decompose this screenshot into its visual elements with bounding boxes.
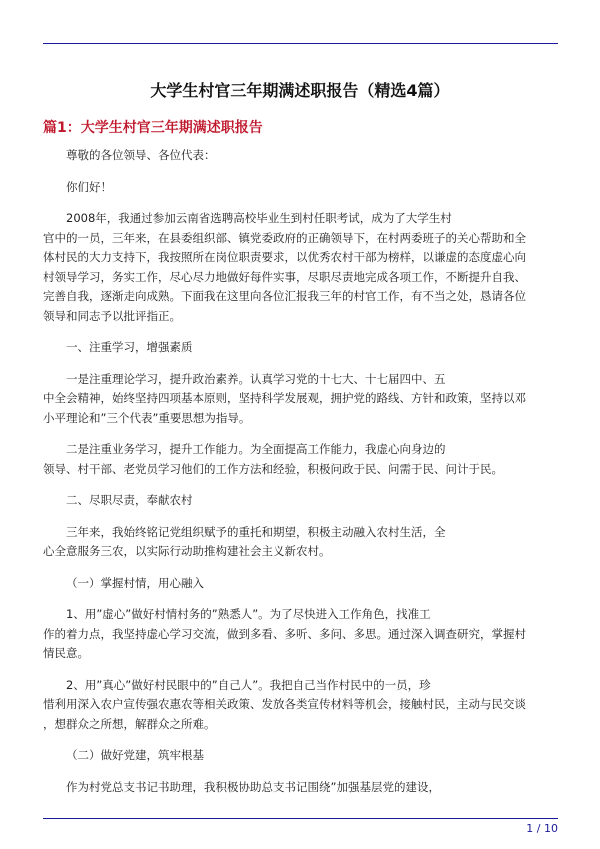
text-line: 惜利用深入农户宣传强农惠农等相关政策、发放各类宣传材料等机会，接触村民，主动与民交谈 xyxy=(43,697,526,711)
text-line: ，想群众之所想，解群众之所难。 xyxy=(43,716,216,731)
text-line: 三年来，我始终铭记党组织赋予的重托和期望，积极主动融入农村生活，全 xyxy=(66,524,446,539)
paragraph xyxy=(43,574,561,594)
text-line: 尊敬的各位领导、各位代表： xyxy=(66,148,216,162)
paragraph xyxy=(43,605,561,664)
paragraph xyxy=(43,338,561,358)
text-line: （一）掌握村情，用心融入 xyxy=(66,575,204,590)
text-line: 一、注重学习，增强素质 xyxy=(66,340,193,354)
paragraph xyxy=(43,676,561,735)
text-line: 你们好！ xyxy=(66,179,112,194)
paragraph xyxy=(43,523,561,562)
document-title: 大学生村官三年期满述职报告（精选4篇） xyxy=(150,81,450,100)
text-line: 作的着力点，我坚持虚心学习交流，做到多看、多听、多问、多思。通过深入调查研究，掌握村 xyxy=(43,626,526,641)
paragraph xyxy=(43,440,561,479)
text-line: 心全意服务三农，以实际行动助推构建社会主义新农村。 xyxy=(43,544,331,558)
text-line: 情民意。 xyxy=(43,646,89,660)
paragraph xyxy=(43,146,561,166)
text-line: 完善自我，逐渐走向成熟。下面我在这里向各位汇报我三年的村官工作，有不当之处，恳请各位 xyxy=(43,289,526,303)
text-line: 二、尽职尽责，奉献农村 xyxy=(66,493,193,507)
text-line: 领导和同志予以批评指正。 xyxy=(43,308,181,323)
paragraph xyxy=(43,778,561,798)
text-line: 二是注重业务学习，提升工作能力。为全面提高工作能力，我虚心向身边的 xyxy=(66,442,446,456)
section-title: 篇1：大学生村官三年期满述职报告 xyxy=(43,120,263,136)
text-line: 2008年，我通过参加云南省选聘高校毕业生到村任职考试，成为了大学生村 xyxy=(66,211,452,225)
paragraph xyxy=(43,491,561,511)
text-line: 体村民的大力支持下，我按照所在岗位职责要求，以优秀农村干部为榜样，以谦虚的态度虚心向 xyxy=(43,250,526,264)
paragraph xyxy=(43,746,561,766)
document-body xyxy=(43,146,561,809)
text-line: 中全会精神，始终坚持四项基本原则，坚持科学发展观，拥护党的路线、方针和政策，坚持以邓 xyxy=(43,391,526,405)
paragraph xyxy=(43,209,561,326)
text-line: 官中的一员，三年来，在县委组织部、镇党委政府的正确领导下，在村两委班子的关心帮助和全 xyxy=(43,230,526,245)
text-line: 小平理论和”三个代表”重要思想为指导。 xyxy=(43,410,251,425)
footer-rule xyxy=(43,818,558,819)
text-line: 村领导学习，务实工作，尽心尽力地做好每件实事，尽职尽责地完成各项工作，不断提升自我、 xyxy=(43,269,526,284)
page-indicator: 1 / 10 xyxy=(526,822,558,835)
paragraph xyxy=(43,370,561,429)
text-line: 一是注重理论学习，提升政治素养。认真学习党的十七大、十七届四中、五 xyxy=(66,371,446,386)
text-line: 领导、村干部、老党员学习他们的工作方法和经验，积极问政于民、问需于民、问计于民。 xyxy=(43,461,503,476)
text-line: （二）做好党建，筑牢根基 xyxy=(66,748,204,762)
header-rule xyxy=(43,43,558,44)
paragraph xyxy=(43,178,561,198)
text-line: 作为村党总支书记书助理，我积极协助总支书记围绕”加强基层党的建设， xyxy=(66,779,440,794)
text-line: 1、用”虚心”做好村情村务的”熟悉人”。为了尽快进入工作角色，找准工 xyxy=(66,607,431,621)
text-line: 2、用”真心”做好村民眼中的”自己人”。我把自己当作村民中的一员，珍 xyxy=(66,677,431,692)
